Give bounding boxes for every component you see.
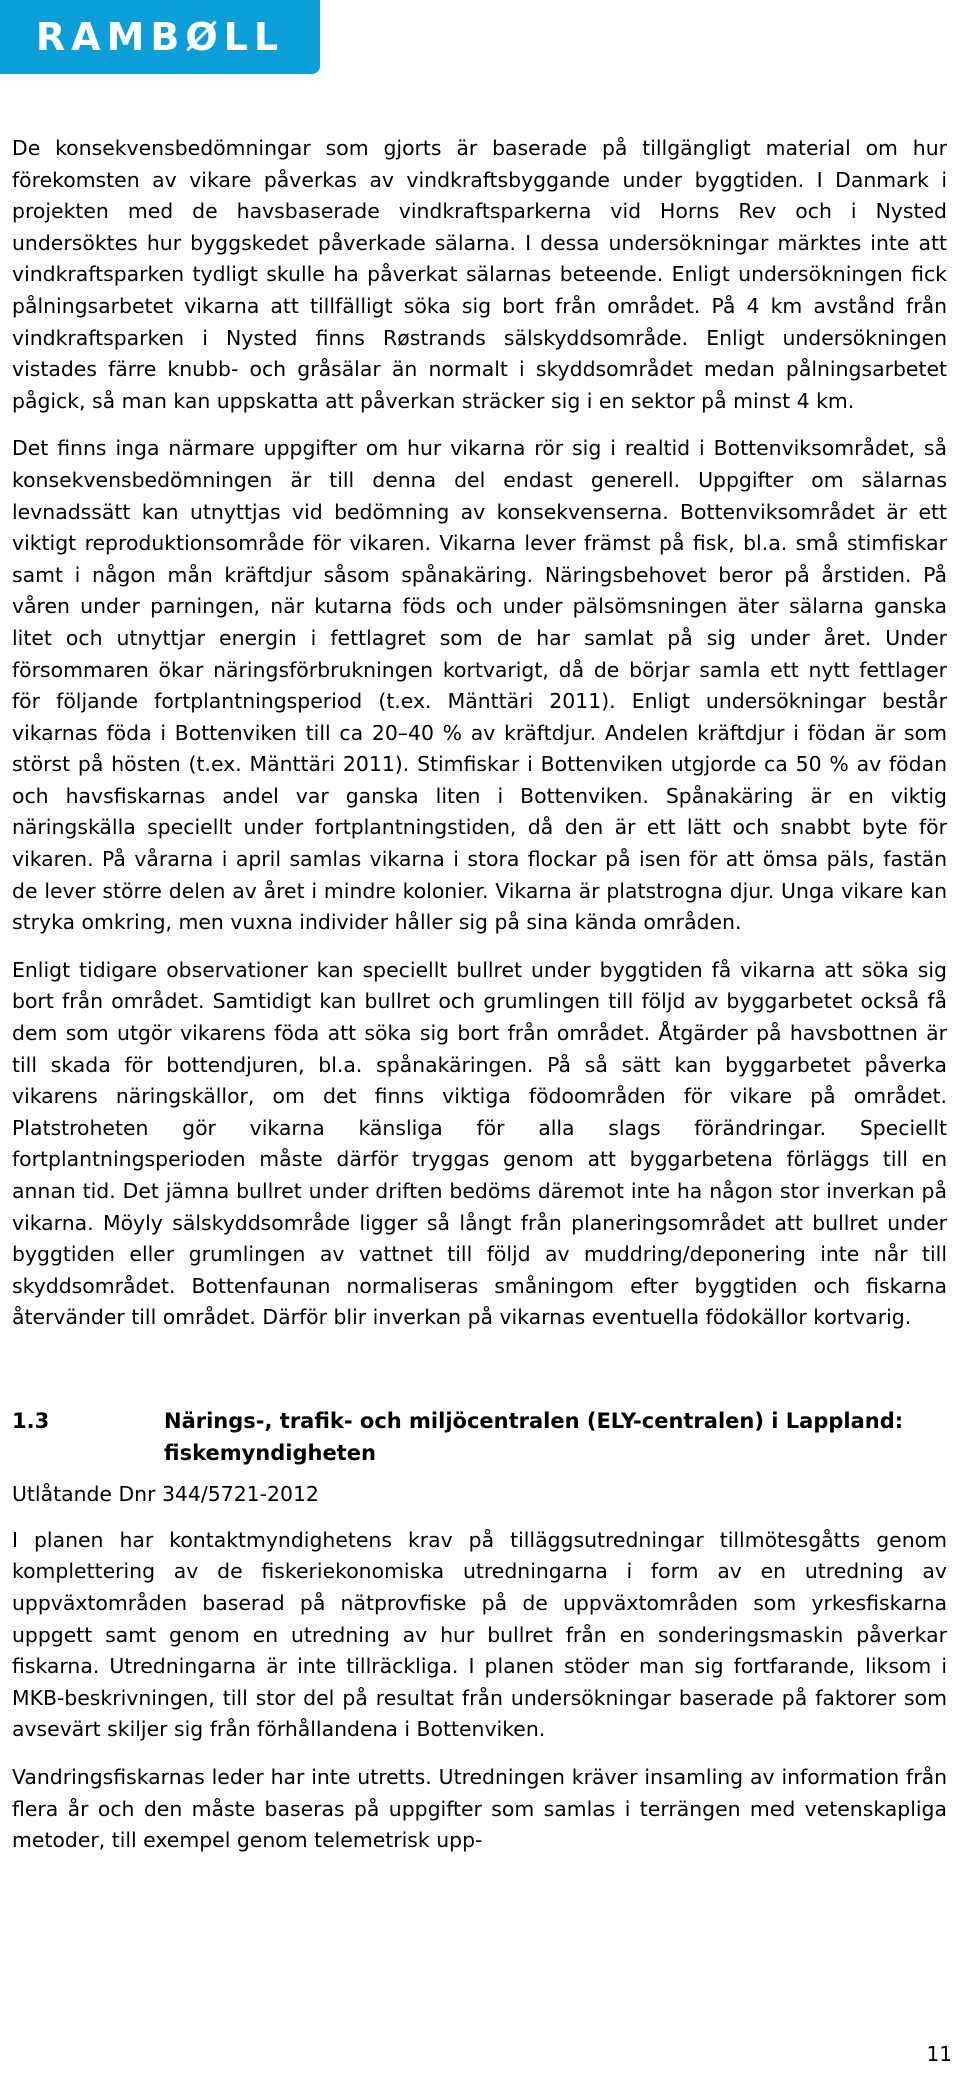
reference-line: Utlåtande Dnr 344/5721-2012 xyxy=(12,1482,319,1507)
section-paragraph-1: I planen har kontaktmyndighetens krav på tilläggsutredningar tillmötesgåtts genom komplettering av de fiskeriekonomiska utredningarna i form av en utredning av uppväxtområden baserad på nätprovfiske på de uppväxtområden som yrkesfiskarna uppgett samt genom en utredning av hur bullret från en sonderingsmaskin påverkar fiskarna. Utredningarna är inte tillräckliga. I planen stöder man sig fortfarande, liksom i MKB-beskrivningen, till stor del på resultat från undersökningar baserade på faktorer som avsevärt skiljer sig från förhållandena i Bottenviken. xyxy=(12,1527,947,1742)
page-number: 11 xyxy=(926,2042,952,2066)
paragraph-3: Enligt tidigare observationer kan speciellt bullret under byggtiden få vikarna att söka sig bort från området. Samtidigt kan bullret och grumlingen till följd av byggarbetet också få dem som utgör vikarens föda att söka sig bort från området. Åtgärder på havsbottnen är till skada för bottendjuren, bl.a. spånakäringen. På så sätt kan byggarbetet påverka vikarens näringskällor, om det finns viktiga födoområden för vikare på området. Platstroheten gör vikarna känsliga för alla slags förändringar. Speciellt fortplantningsperioden måste därför tryggas genom att byggarbetena förläggs till en annan tid. Det jämna bullret under driften bedöms däremot inte ha någon stor inverkan på vikarna. Möyly sälskyddsområde ligger så långt från planeringsområdet att bullret under byggtiden eller grumlingen av vattnet till följd av muddring/deponering inte når till skyddsområdet. Bottenfaunan normaliseras småningom efter byggtiden och fiskarna återvänder till området. Därför blir inverkan på vikarnas eventuella födokällor kortvarig. xyxy=(12,957,947,1330)
logo-text: RAMBØLL xyxy=(35,15,285,59)
paragraph-2: Det finns inga närmare uppgifter om hur vikarna rör sig i realtid i Bottenviksområdet, så konsekvensbedömningen är till denna del endast generell. Uppgifter om sälarnas levnadssätt kan utnyttjas vid bedömning av konsekvenserna. Bottenviksområdet är ett viktigt reproduktionsområde för vikaren. Vikarna lever främst på fisk, bl.a. små stimfiskar samt i någon mån kräftdjur såsom spånakäring. Näringsbehovet beror på årstiden. På våren under parningen, när kutarna föds och under pälsömsningen äter sälarna ganska litet och utnyttjar energin i fettlagret som de har samlat på sig under året. Under försommaren ökar näringsförbrukningen kortvarigt, då de börjar samla ett nytt fettlager för följande fortplantningsperiod (t.ex. Mänttäri 2011). Enligt undersökningar består vikarnas föda i Bottenviken till ca 20–40 % av kräftdjur. Andelen kräftdjur i födan är som störst på hösten (t.ex. Mänttäri 2011). Stimfiskar i Bottenviken utgjorde ca 50 % av födan och havsfiskarnas andel var ganska liten i Bottenviken. Spånakäring är en viktig näringskälla speciellt under fortplantningstiden, då den är ett lätt och snabbt byte för vikaren. På vårarna i april samlas vikarna i stora flockar på isen för att ömsa päls, fastän de lever större delen av året i mindre kolonier. Vikarna är platstrogna djur. Unga vikare kan stryka omkring, men vuxna individer håller sig på sina kända områden. xyxy=(12,436,947,935)
section-title: Närings-, trafik- och miljöcentralen (ELY-centralen) i Lappland: fiskemyndigheten xyxy=(164,1408,904,1465)
section-paragraph-2: Vandringsfiskarnas leder har inte utretts. Utredningen kräver insamling av information från flera år och den måste baseras på uppgifter som samlas i terrängen med vetenskapliga metoder, till exempel genom telemetrisk upp- xyxy=(12,1764,947,1853)
ramboll-logo xyxy=(0,0,320,74)
paragraph-1: De konsekvensbedömningar som gjorts är baserade på tillgängligt material om hur förekomsten av vikare påverkas av vindkraftsbyggande under byggtiden. I Danmark i projekten med de havsbaserade vindkraftsparkerna vid Horns Rev och i Nysted undersöktes hur byggskedet påverkade sälarna. I dessa undersökningar märktes inte att vindkraftsparken tydligt skulle ha påverkat sälarnas beteende. Enligt undersökningen fick pålningsarbetet vikarna att tillfälligt söka sig bort från området. På 4 km avstånd från vindkraftsparken i Nysted finns Røstrands sälskyddsområde. Enligt undersökningen vistades färre knubb- och gråsälar än normalt i skyddsområdet medan pålningsarbetet pågick, så man kan uppskatta att påverkan sträcker sig i en sektor på minst 4 km. xyxy=(12,136,947,413)
section-heading xyxy=(12,1406,947,1469)
section-number: 1.3 xyxy=(12,1408,50,1433)
document-body xyxy=(12,133,947,1873)
